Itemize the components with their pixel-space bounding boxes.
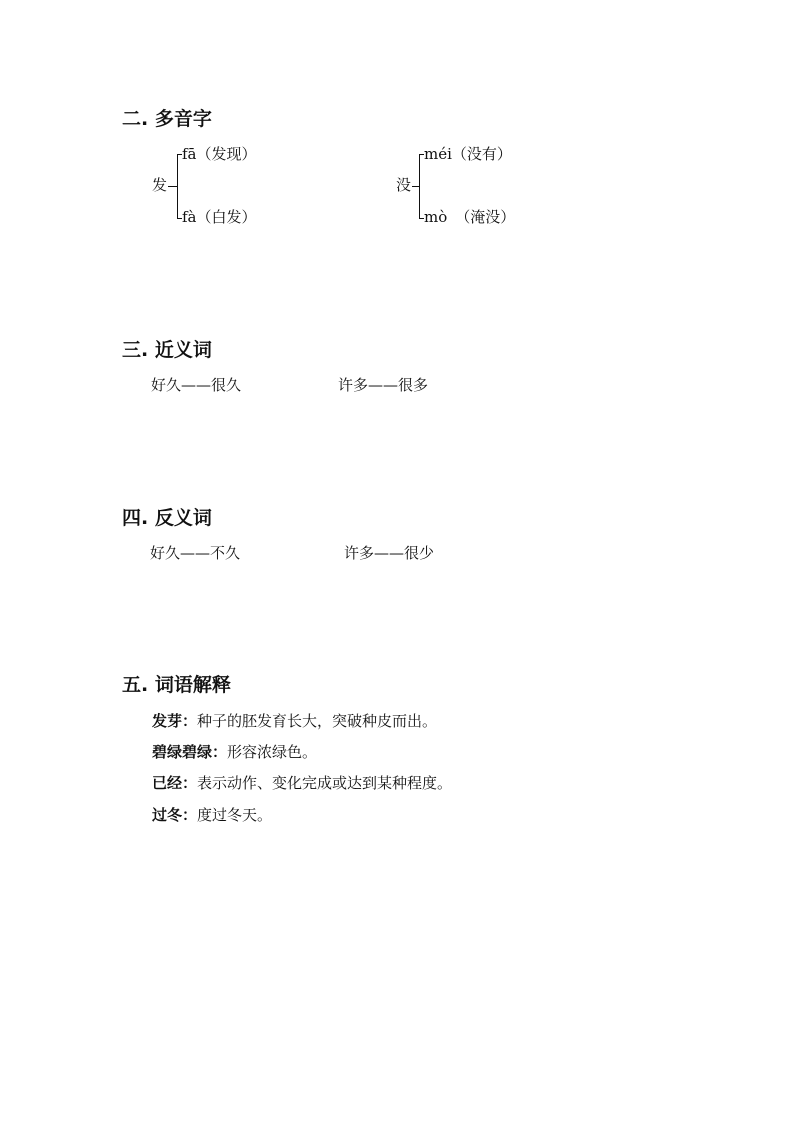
glossary-definition: 表示动作、变化完成或达到某种程度。: [197, 774, 453, 792]
synonym-pair: 好久——很久: [151, 376, 242, 394]
glossary-term: 发芽：: [152, 712, 198, 730]
brace-line: [419, 154, 420, 218]
section-heading-glossary: 五. 词语解释: [122, 674, 231, 696]
polyphone-char: 发: [152, 176, 168, 194]
antonym-pair: 好久——不久: [150, 544, 241, 562]
glossary-term: 过冬：: [152, 806, 198, 824]
section-heading-antonyms: 四. 反义词: [122, 507, 212, 529]
glossary-entry: [152, 745, 317, 760]
antonym-pair: 许多——很少: [344, 544, 435, 562]
glossary-definition: 形容浓绿色。: [227, 743, 318, 761]
polyphone-char: 没: [396, 176, 412, 194]
polyphone-reading: fà（白发）: [182, 208, 257, 226]
brace-stem: [412, 186, 419, 187]
glossary-entry: [152, 714, 437, 729]
brace-stem: [168, 186, 177, 187]
glossary-term: 已经：: [152, 774, 198, 792]
brace-line: [177, 154, 178, 218]
synonym-pair: 许多——很多: [338, 376, 429, 394]
polyphone-reading: fā（发现）: [182, 145, 257, 163]
section-heading-synonyms: 三. 近义词: [122, 339, 212, 361]
polyphone-reading: mò （淹没）: [424, 208, 516, 226]
polyphone-reading: méi（没有）: [424, 145, 512, 163]
glossary-entry: [152, 808, 272, 823]
glossary-entry: [152, 776, 452, 791]
glossary-definition: 种子的胚发育长大，突破种皮而出。: [197, 712, 438, 730]
glossary-term: 碧绿碧绿：: [152, 743, 228, 761]
glossary-definition: 度过冬天。: [197, 806, 273, 824]
section-heading-polyphone: 二. 多音字: [122, 108, 212, 130]
